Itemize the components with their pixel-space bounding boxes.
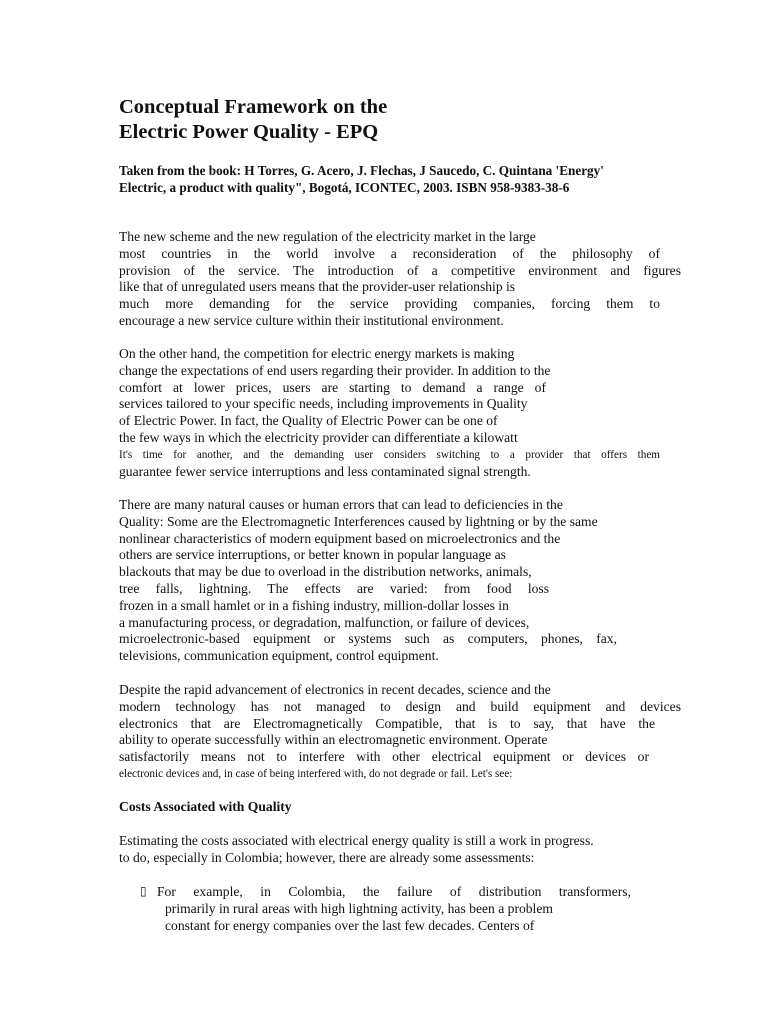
text-line: provision of the service. The introduction of a competitive environment and figures	[119, 262, 681, 278]
text-line: For example, in Colombia, the failure of distribution transformers,	[157, 884, 631, 899]
text-line: Quality: Some are the Electromagnetic Interferences caused by lightning or by the same	[119, 513, 598, 529]
text-line: frozen in a small hamlet or in a fishing industry, million-dollar losses in	[119, 597, 509, 613]
text-line: the few ways in which the electricity provider can differentiate a kilowatt	[119, 429, 518, 445]
title-line-1: Conceptual Framework on the	[119, 96, 388, 118]
text-line: modern technology has not managed to design and build equipment and devices	[119, 698, 681, 714]
text-line: Despite the rapid advancement of electronics in recent decades, science and the	[119, 682, 551, 697]
source-line-2: Electric, a product with quality", Bogotá, ICONTEC, 2003. ISBN 958-9383-38-6	[119, 180, 570, 195]
paragraph-2	[119, 346, 660, 480]
text-line: There are many natural causes or human errors that can lead to deficiencies in the	[119, 497, 563, 512]
paragraph-4	[119, 682, 681, 783]
document-title	[119, 95, 679, 145]
text-line: televisions, communication equipment, control equipment.	[119, 648, 439, 664]
text-line: constant for energy companies over the last few decades. Centers of	[165, 918, 535, 934]
text-line: Estimating the costs associated with electrical energy quality is still a work in progress.	[119, 833, 594, 848]
text-line: ability to operate successfully within an electromagnetic environment. Operate	[119, 732, 548, 748]
text-line: to do, especially in Colombia; however, there are already some assessments:	[119, 849, 535, 865]
text-line: comfort at lower prices, users are starting to demand a range of	[119, 379, 546, 395]
text-line: It's time for another, and the demanding user considers switching to a provider that offers them	[119, 448, 660, 461]
text-line: a manufacturing process, or degradation, malfunction, or failure of devices,	[119, 614, 530, 630]
text-line: of Electric Power. In fact, the Quality of Electric Power can be one of	[119, 413, 498, 429]
text-line: nonlinear characteristics of modern equipment based on microelectronics and the	[119, 530, 561, 546]
text-line: change the expectations of end users regarding their provider. In addition to the	[119, 362, 551, 378]
text-line: services tailored to your specific needs, including improvements in Quality	[119, 396, 528, 412]
text-line: most countries in the world involve a reconsideration of the philosophy of	[119, 245, 660, 261]
text-line: blackouts that may be due to overload in the distribution networks, animals,	[119, 564, 532, 580]
bullet-list-item	[140, 883, 640, 935]
text-line: like that of unregulated users means that the provider-user relationship is	[119, 279, 516, 295]
paragraph-3	[119, 497, 660, 665]
text-line: much more demanding for the service providing companies, forcing them to	[119, 296, 660, 312]
bullet-box-icon: ▯	[140, 884, 147, 898]
source-citation	[119, 162, 679, 196]
text-line: electronics that are Electromagnetically Compatible, that is to say, that have the	[119, 715, 655, 731]
text-line: tree falls, lightning. The effects are varied: from food loss	[119, 580, 549, 596]
text-line: microelectronic-based equipment or systems such as computers, phones, fax,	[119, 631, 617, 647]
paragraph-5	[119, 833, 660, 867]
text-line: guarantee fewer service interruptions and less contaminated signal strength.	[119, 463, 531, 479]
text-line: others are service interruptions, or better known in popular language as	[119, 547, 506, 563]
paragraph-1	[119, 229, 681, 330]
text-line: primarily in rural areas with high lightning activity, has been a problem	[165, 901, 553, 917]
text-line: On the other hand, the competition for electric energy markets is making	[119, 346, 515, 361]
title-line-2: Electric Power Quality - EPQ	[119, 121, 379, 143]
source-line-1: Taken from the book: H Torres, G. Acero, J. Flechas, J Saucedo, C. Quintana 'Energy'	[119, 163, 604, 178]
text-line: The new scheme and the new regulation of the electricity market in the large	[119, 229, 536, 244]
section-heading: Costs Associated with Quality	[119, 799, 292, 814]
text-line: satisfactorily means not to interfere with other electrical equipment or devices or	[119, 749, 649, 765]
text-line: encourage a new service culture within their institutional environment.	[119, 312, 504, 328]
text-line: electronic devices and, in case of being interfered with, do not degrade or fail. Let's see:	[119, 767, 513, 780]
